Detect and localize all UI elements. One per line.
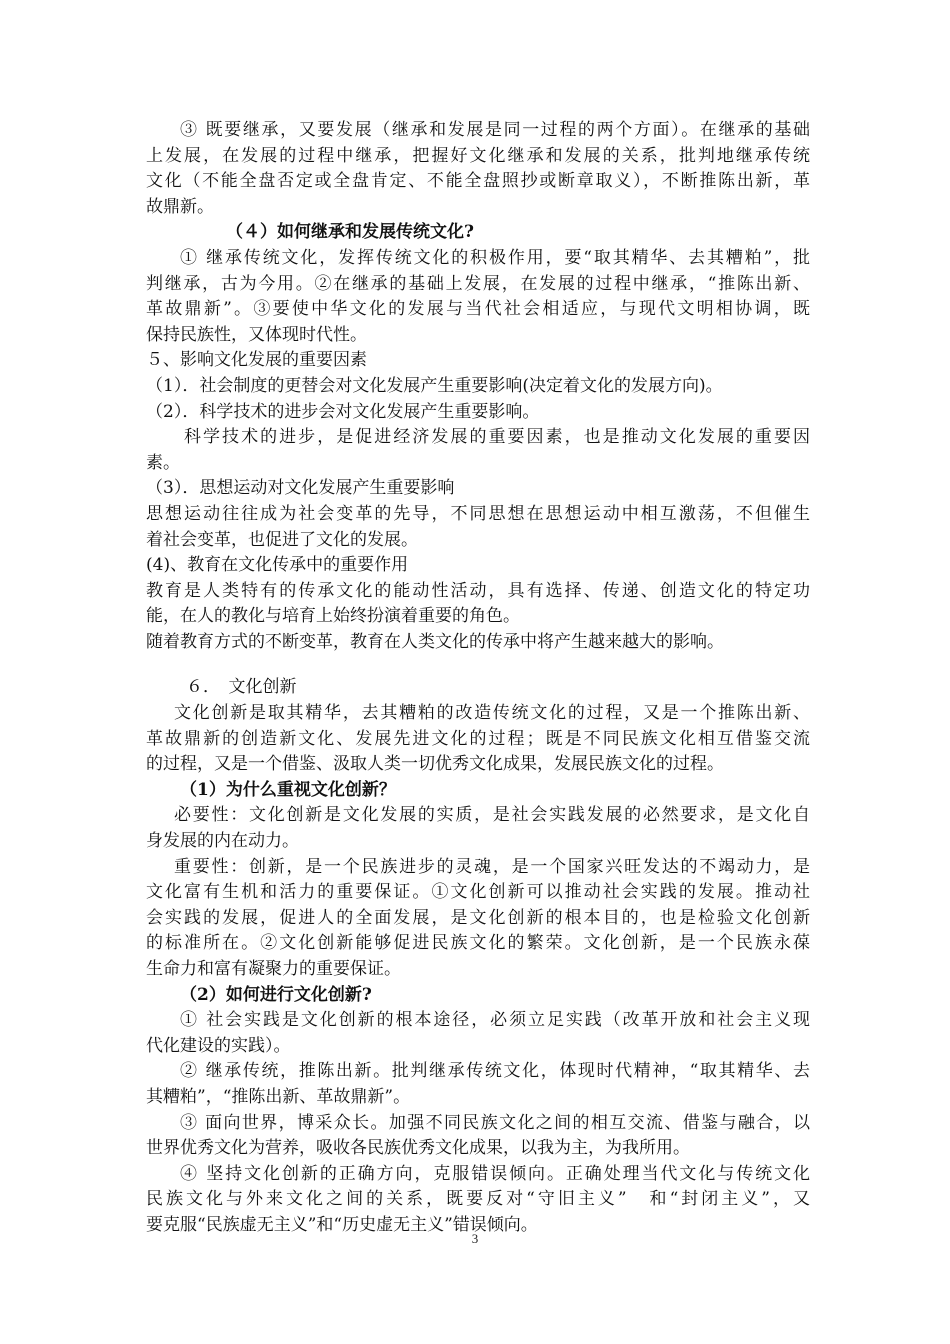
- paragraph-line: 随着教育方式的不断变革，教育在人类文化的传承中将产生越来越大的影响。: [146, 631, 724, 652]
- section-heading: （４）如何继承和发展传统文化?: [226, 222, 474, 243]
- paragraph-line: 故鼎新。: [146, 196, 214, 217]
- paragraph-line: 世界优秀文化为营养，吸收各民族优秀文化成果，以我为主，为我所用。: [146, 1138, 690, 1159]
- paragraph-line: 要克服“民族虚无主义”和“历史虚无主义”错误倾向。: [146, 1214, 538, 1235]
- paragraph-line: 判继承，古为今用。②在继承的基础上发展，在发展的过程中继承，“推陈出新、: [146, 273, 810, 294]
- paragraph-line: ③ 面向世界，博采众长。加强不同民族文化之间的相互交流、借鉴与融合，以: [180, 1112, 810, 1133]
- list-item: (4)、教育在文化传承中的重要作用: [146, 555, 409, 576]
- paragraph-line: 民族文化与外来文化之间的关系，既要反对“守旧主义” 和“封闭主义”，又: [146, 1189, 810, 1210]
- list-item: （2）．科学技术的进步会对文化发展产生重要影响。: [146, 401, 540, 422]
- paragraph-line: 革故鼎新”。③要使中华文化的发展与当代社会相适应，与现代文明相协调，既: [146, 299, 810, 320]
- paragraph-line: 上发展，在发展的过程中继承，把握好文化继承和发展的关系，批判地继承传统: [146, 145, 810, 166]
- paragraph-line: 会实践的发展，促进人的全面发展，是文化创新的根本目的，也是检验文化创新: [146, 907, 810, 928]
- paragraph-line: 教育是人类特有的传承文化的能动性活动，具有选择、传递、创造文化的特定功: [146, 580, 810, 601]
- paragraph-line: ① 社会实践是文化创新的根本途径，必须立足实践（改革开放和社会主义现: [180, 1010, 810, 1031]
- subsection-heading: （1）为什么重视文化创新？: [180, 779, 396, 800]
- paragraph-line: 革故鼎新的创造新文化、发展先进文化的过程；既是不同民族文化相互借鉴交流: [146, 728, 810, 749]
- paragraph-line: 必要性：文化创新是文化发展的实质，是社会实践发展的必然要求，是文化自: [174, 805, 810, 826]
- paragraph-line: 的标准所在。②文化创新能够促进民族文化的繁荣。文化创新，是一个民族永葆: [146, 933, 810, 954]
- paragraph-line: 重要性：创新，是一个民族进步的灵魂，是一个国家兴旺发达的不竭动力，是: [174, 856, 810, 877]
- section-heading: ６． 文化创新: [186, 677, 297, 698]
- list-item: （1）．社会制度的更替会对文化发展产生重要影响(决定着文化的发展方向)。: [146, 375, 723, 396]
- list-item: （3）．思想运动对文化发展产生重要影响: [146, 478, 455, 499]
- section-heading: ５、影响文化发展的重要因素: [146, 350, 367, 371]
- subsection-heading: （2）如何进行文化创新?: [180, 984, 372, 1005]
- paragraph-line: 生命力和富有凝聚力的重要保证。: [146, 959, 401, 979]
- paragraph-line: 素。: [146, 452, 180, 473]
- paragraph-line: ① 继承传统文化，发挥传统文化的积极作用，要“取其精华、去其糟粕”，批: [180, 247, 810, 268]
- paragraph-line: ② 继承传统，推陈出新。批判继承传统文化，体现时代精神，“取其精华、去: [180, 1061, 810, 1082]
- paragraph-line: 能，在人的教化与培育上始终扮演着重要的角色。: [146, 606, 520, 627]
- paragraph-line: 保持民族性，又体现时代性。: [146, 324, 367, 345]
- paragraph-line: 科学技术的进步，是促进经济发展的重要因素，也是推动文化发展的重要因: [184, 427, 810, 448]
- paragraph-line: 文化富有生机和活力的重要保证。①文化创新可以推动社会实践的发展。推动社: [146, 882, 810, 903]
- paragraph-line: 的过程，又是一个借鉴、汲取人类一切优秀文化成果，发展民族文化的过程。: [146, 754, 724, 775]
- paragraph-line: ④ 坚持文化创新的正确方向，克服错误倾向。正确处理当代文化与传统文化: [180, 1163, 810, 1184]
- paragraph-line: 着社会变革，也促进了文化的发展。: [146, 529, 418, 550]
- paragraph-line: ③ 既要继承，又要发展（继承和发展是同一过程的两个方面）。在继承的基础: [180, 120, 810, 140]
- paragraph-line: 思想运动往往成为社会变革的先导，不同思想在思想运动中相互激荡，不但催生: [146, 503, 810, 524]
- paragraph-line: 身发展的内在动力。: [146, 831, 299, 852]
- page-number: 3: [471, 1231, 479, 1246]
- document-page: [146, 118, 810, 1239]
- paragraph-line: 文化创新是取其精华，去其糟粕的改造传统文化的过程，又是一个推陈出新、: [174, 703, 810, 724]
- paragraph-line: 文化（不能全盘否定或全盘肯定、不能全盘照抄或断章取义），不断推陈出新，革: [146, 171, 810, 192]
- spacer: [146, 655, 810, 675]
- paragraph-line: 代化建设的实践）。: [146, 1035, 291, 1056]
- paragraph-line: 其糟粕”，“推陈出新、革故鼎新”。: [146, 1086, 411, 1107]
